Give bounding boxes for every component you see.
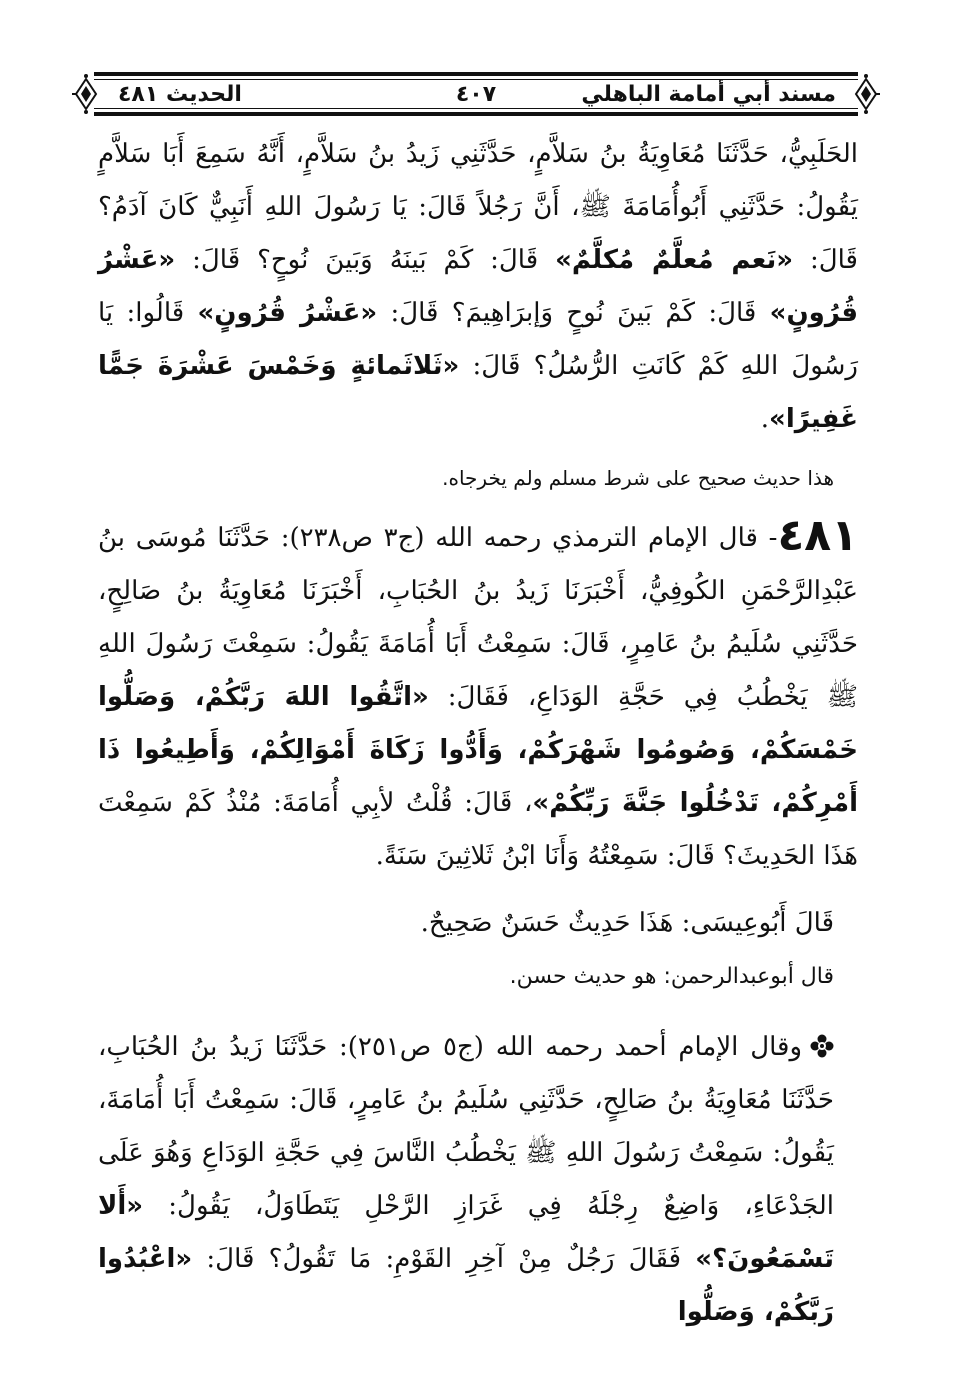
grading-note: هذا حديث صحيح على شرط مسلم ولم يخرجاه.: [442, 466, 834, 490]
paragraph-continuation: [98, 128, 858, 446]
abu-isa-grading: قَالَ أَبُوعِيسَى: هَذَا حَدِيثٌ حَسَنٌ صَحِيحٌ.: [420, 908, 834, 938]
hadith-reference: الحديث ٤٨١: [118, 82, 242, 107]
hadith-number: ٤٨١: [777, 510, 859, 561]
page-body: [98, 128, 858, 1339]
book-title: مسند أبي أمامة الباهلي: [581, 82, 836, 107]
text-segment: وقال الإمام أحمد رحمه الله (ج٥ ص٢٥١): حَدَّثَنَا زَيدُ بنُ الحُبَابِ، حَدَّثَنَا مُعَاوِيَةُ بنُ صَالِحٍ، حَدَّثَنِي سُلَيمُ بنُ عَامِرٍ، قَالَ: سَمِعْتُ أَبَا أُمَامَةَ، يَقُولُ: سَمِعْتُ رَسُولَ اللهِ ﷺ يَخْطُبُ النَّاسَ فِي حَجَّةِ الوَدَاعِ وَهُوَ عَلَى الجَدْعَاءِ، وَاضِعٌ رِجْلَهُ فِي غَرَازِ الرَّحْلِ يَتَطَاوَلُ، يَقُولُ:: [98, 1032, 834, 1221]
prophetic-quote: «ثَلاثَمائةٍ وَخَمْسَ عَشْرَةَ جَمًّا غَفِيرًا»: [98, 351, 858, 434]
page-number: ٤٠٧: [455, 82, 497, 107]
text-segment: فَقَالَ رَجُلٌ مِنْ آخِرِ القَوْمِ: مَا تَقُولُ؟ قَالَ:: [192, 1244, 696, 1274]
prophetic-quote: «نَعم مُعلَّمٌ مُكلَّمٌ»: [555, 245, 794, 275]
hadith-481: [98, 512, 858, 883]
text-segment: - قال الإمام الترمذي رحمه الله (ج٣ ص٢٣٨): حَدَّثَنَا مُوسَى بنُ عَبْدِالرَّحْمَنِ الكُوفِيُّ، أَخْبَرَنَا زَيدُ بنُ الحُبَابِ، أَخْبَرَنَا مُعَاوِيَةُ بنُ صَالِحٍ، حَدَّثَنِي سُلَيمُ بنُ عَامِرٍ، قَالَ: سَمِعْتُ أَبَا أُمَامَةَ يَقُولُ: سَمِعْتَ رَسُولَ اللهِ ﷺ يَخْطُبُ فِي حَجَّةِ الوَدَاعِ، فَقَالَ:: [98, 523, 858, 712]
prophetic-quote: «اتَّقُوا اللهَ رَبَّكُمْ، وَصَلُّوا خَمْسَكُمْ، وَصُومُوا شَهْرَكُمْ، وَأَدُّوا زَكَاةَ أَمْوَالِكُمْ، وَأَطِيعُوا ذَا أَمْرِكُمْ، تَدْخُلُوا جَنَّةَ رَبِّكُمْ»: [98, 682, 858, 818]
text-segment: قَالُوا: يَا رَسُولَ اللهِ كَمْ كَانَتِ الرُّسُلُ؟ قَالَ:: [98, 298, 858, 381]
prophetic-quote: «أَلا تَسْمَعُونَ؟»: [98, 1191, 834, 1274]
prophetic-quote: «عَشْرُ قُرُونٍ»: [197, 298, 378, 328]
text-segment: الحَلَبِيُّ، حَدَّثَنَا مُعَاوِيَةُ بنُ سَلاَّمٍ، حَدَّثَنِي زَيدُ بنُ سَلاَّمٍ، أَنَّهُ سَمِعَ أَبَا سَلاَّمٍ يَقُولُ: حَدَّثَنِي أَبُوأُمَامَةَ ﷺ، أَنَّ رَجُلاً قَالَ: يَا رَسُولَ اللهِ أَنَبِيٌّ كَانَ آدَمُ؟ قَالَ:: [98, 139, 858, 275]
text-segment: .: [760, 404, 770, 434]
text-segment: قَالَ: كَمْ بَينَهُ وَبَينَ نُوحٍ؟ قَالَ:: [175, 245, 556, 275]
text-segment: قَالَ: كَمْ بَينَ نُوحٍ وَإبرَاهِيمَ؟ قَالَ:: [377, 298, 770, 328]
prophetic-quote: «عَشْرُ قُرُونٍ»: [98, 245, 859, 328]
text-segment: ، قَالَ: قُلْتُ لأبِي أُمَامَةَ: مُنْذُ كَمْ سَمِعْتَ هَذَا الحَدِيثَ؟ قَالَ: سَمِعْتُهُ وَأَنَا ابْنُ ثَلاثِينَ سَنَةً.: [98, 788, 858, 871]
ahmad-narration: [98, 1021, 834, 1339]
prophetic-quote: «اعْبُدُوا رَبَّكُمْ، وَصَلُّوا: [98, 1244, 834, 1327]
flower-icon: [810, 1034, 834, 1058]
running-header: [72, 72, 880, 120]
abu-abdurrahman-grading: قال أبوعبدالرحمن: هو حديث حسن.: [509, 964, 834, 989]
